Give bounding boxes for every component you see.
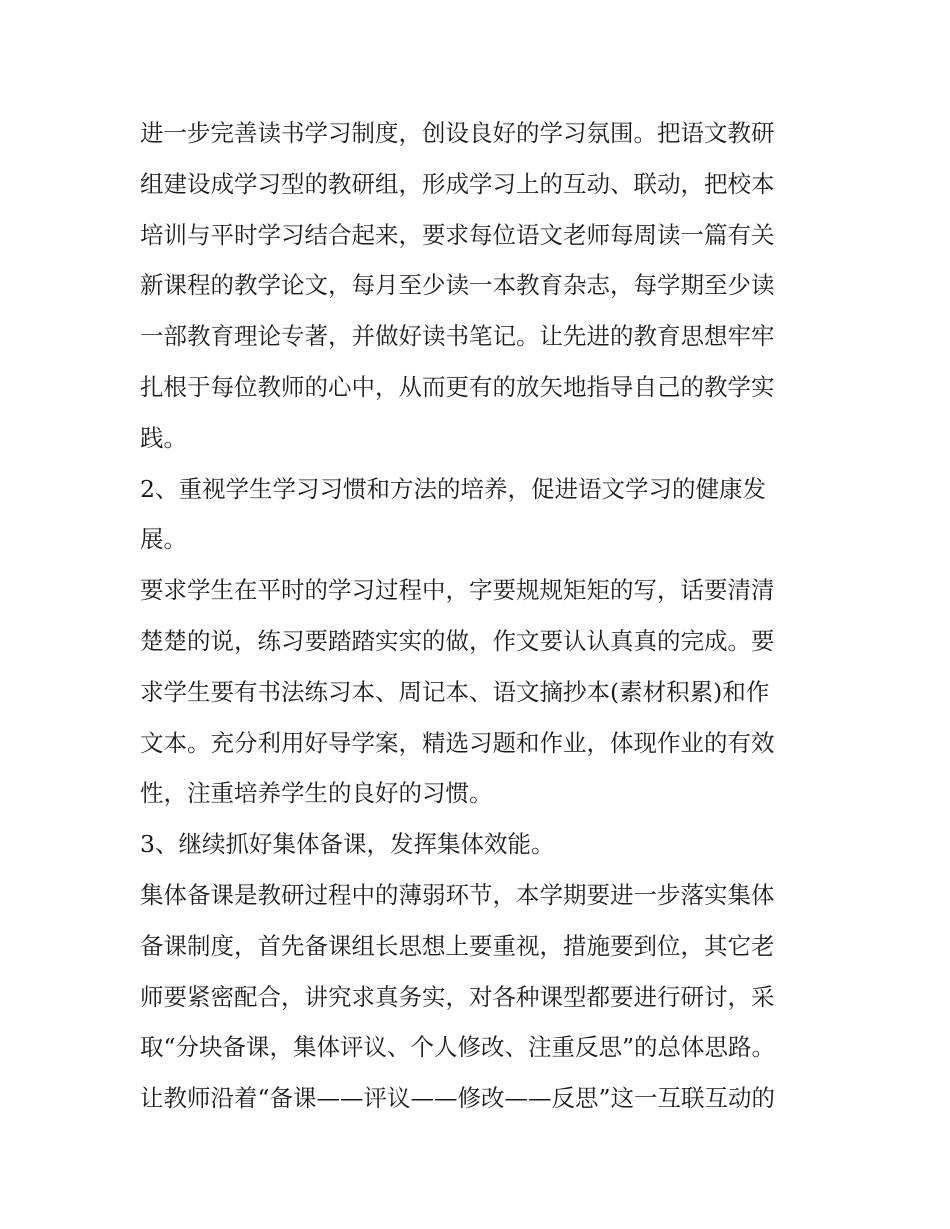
text-line: 进一步完善读书学习制度，创设良好的学习氛围。把语文教研 (140, 119, 775, 147)
text-line: 集体备课是教研过程中的薄弱环节，本学期要进一步落实集体 (140, 880, 775, 909)
section-heading-3: 3、继续抓好集体备课，发挥集体效能。 (140, 830, 555, 859)
section-heading-2: 2、重视学生学习习惯和方法的培养，促进语文学习的健康发 (140, 474, 766, 503)
text-line: 培训与平时学习结合起来，要求每位语文老师每周读一篇有关 (140, 220, 775, 249)
text-line: 一部教育理论专著，并做好读书笔记。让先进的教育思想牢牢 (140, 322, 775, 351)
document-body (140, 108, 815, 1124)
text-line: 楚楚的说，练习要踏踏实实的做，作文要认认真真的完成。要 (140, 626, 775, 655)
text-line: 组建设成学习型的教研组，形成学习上的互动、联动，把校本 (140, 169, 775, 198)
section-heading-2-continued: 展。 (140, 525, 187, 554)
text-line: 新课程的教学论文，每月至少读一本教育杂志，每学期至少读 (140, 271, 775, 300)
text-line: 让教师沿着“备课——评议——修改——反思”这一互联互动的 (140, 1084, 776, 1113)
text-line: 师要紧密配合，讲究求真务实，对各种课型都要进行研讨，采 (140, 982, 775, 1011)
text-line: 求学生要有书法练习本、周记本、语文摘抄本(素材积累)和作 (140, 677, 770, 706)
text-line: 备课制度，首先备课组长思想上要重视，措施要到位，其它老 (140, 931, 775, 960)
text-line: 性，注重培养学生的良好的习惯。 (140, 779, 493, 808)
text-line: 文本。充分利用好导学案，精选习题和作业，体现作业的有效 (140, 728, 775, 757)
text-line: 取“分块备课，集体评议、个人修改、注重反思”的总体思路。 (140, 1033, 776, 1062)
text-line: 要求学生在平时的学习过程中，字要规规矩矩的写，话要清清 (140, 576, 775, 605)
text-line: 践。 (140, 423, 187, 452)
text-line: 扎根于每位教师的心中，从而更有的放矢地指导自己的教学实 (140, 372, 775, 401)
